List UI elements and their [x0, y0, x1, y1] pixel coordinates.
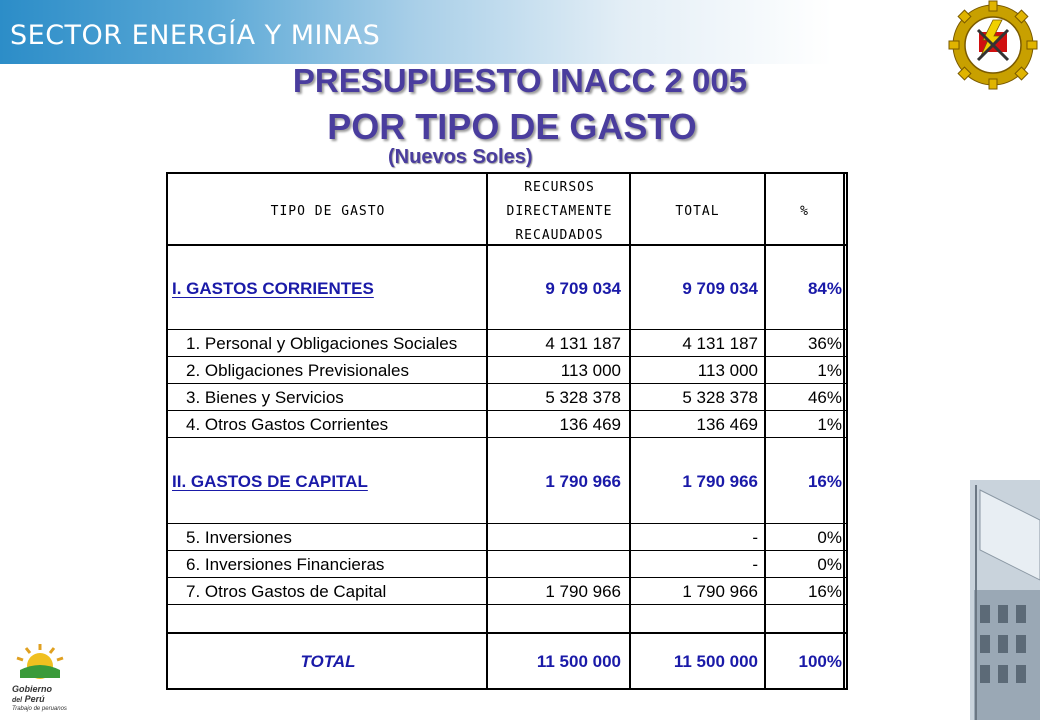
section-label: II. GASTOS DE CAPITAL — [172, 472, 368, 491]
row-divider — [168, 410, 846, 411]
total-label: TOTAL — [300, 652, 356, 671]
gobierno-peru-logo — [6, 640, 82, 720]
logo-name-1: Gobierno — [12, 684, 52, 694]
row-label: 5. Inversiones — [186, 528, 292, 547]
recursos-value: 1 790 966 — [545, 582, 621, 601]
section-label: I. GASTOS CORRIENTES — [172, 279, 374, 298]
column-divider-gap — [488, 174, 489, 688]
recursos-value: 5 328 378 — [545, 388, 621, 407]
pct-value: 1% — [817, 415, 842, 434]
row-label: 3. Bienes y Servicios — [186, 388, 344, 407]
total-value: 5 328 378 — [682, 388, 758, 407]
header-tipo: TIPO DE GASTO — [270, 204, 386, 219]
recursos-value: 136 469 — [559, 415, 621, 434]
recursos-value: 1 790 966 — [545, 472, 621, 491]
pct-value: 16% — [807, 472, 842, 491]
row-divider — [168, 383, 846, 384]
budget-table — [166, 172, 848, 690]
pct-value: 46% — [807, 388, 842, 407]
total-total: 11 500 000 — [673, 652, 758, 671]
pct-value: 84% — [807, 279, 842, 298]
column-divider — [843, 174, 845, 688]
recursos-value: 4 131 187 — [490, 334, 621, 354]
pct-value: 1% — [817, 361, 842, 380]
row-divider — [168, 604, 846, 605]
pct-value: 0% — [817, 555, 842, 574]
total-divider — [168, 632, 846, 634]
total-value: 113 000 — [697, 361, 758, 380]
pct-value: 36% — [807, 334, 842, 353]
total-value: - — [752, 555, 758, 574]
row-label: 6. Inversiones Financieras — [186, 555, 385, 574]
sector-title: SECTOR ENERGÍA Y MINAS — [10, 20, 381, 51]
sun-icon — [6, 640, 82, 680]
header-recursos-3: RECAUDADOS — [515, 228, 604, 243]
header-divider — [168, 244, 846, 246]
row-divider — [168, 577, 846, 578]
logo-name-2: del — [12, 697, 23, 704]
row-label: 7. Otros Gastos de Capital — [186, 582, 387, 601]
header-total: TOTAL — [675, 204, 720, 219]
header-pct: % — [800, 204, 809, 219]
logo-name-3: Perú — [24, 694, 45, 704]
pct-value: 16% — [807, 582, 842, 601]
total-value: 1 790 966 — [682, 582, 758, 601]
building-photo-icon — [950, 470, 1040, 720]
row-label: 4. Otros Gastos Corrientes — [186, 415, 389, 434]
row-divider — [168, 550, 846, 551]
total-value: 4 131 187 — [682, 334, 758, 353]
pct-value: 0% — [817, 528, 842, 547]
logo-tagline: Trabajo de peruanos — [12, 706, 67, 712]
total-value: 1 790 966 — [682, 472, 758, 491]
main-title: PRESUPUESTO INACC 2 005 — [292, 62, 748, 99]
row-divider — [168, 329, 846, 330]
row-label: 2. Obligaciones Previsionales — [186, 361, 410, 380]
recursos-value: 113 000 — [560, 361, 621, 380]
row-divider — [168, 523, 846, 524]
header-recursos-1: RECURSOS — [524, 180, 595, 195]
total-pct: 100% — [798, 652, 842, 671]
row-divider — [168, 437, 846, 438]
total-value: - — [752, 528, 758, 547]
main-title-line2: POR TIPO DE GASTO — [327, 106, 697, 147]
row-label: 1. Personal y Obligaciones Sociales — [186, 334, 458, 353]
header-recursos-2: DIRECTAMENTE — [506, 204, 613, 219]
total-value: 9 709 034 — [682, 279, 758, 298]
row-divider — [168, 356, 846, 357]
total-recursos: 11 500 000 — [536, 652, 621, 671]
total-value: 136 469 — [696, 415, 758, 434]
subtitle: (Nuevos Soles) — [388, 146, 533, 168]
recursos-value: 9 709 034 — [545, 279, 621, 298]
